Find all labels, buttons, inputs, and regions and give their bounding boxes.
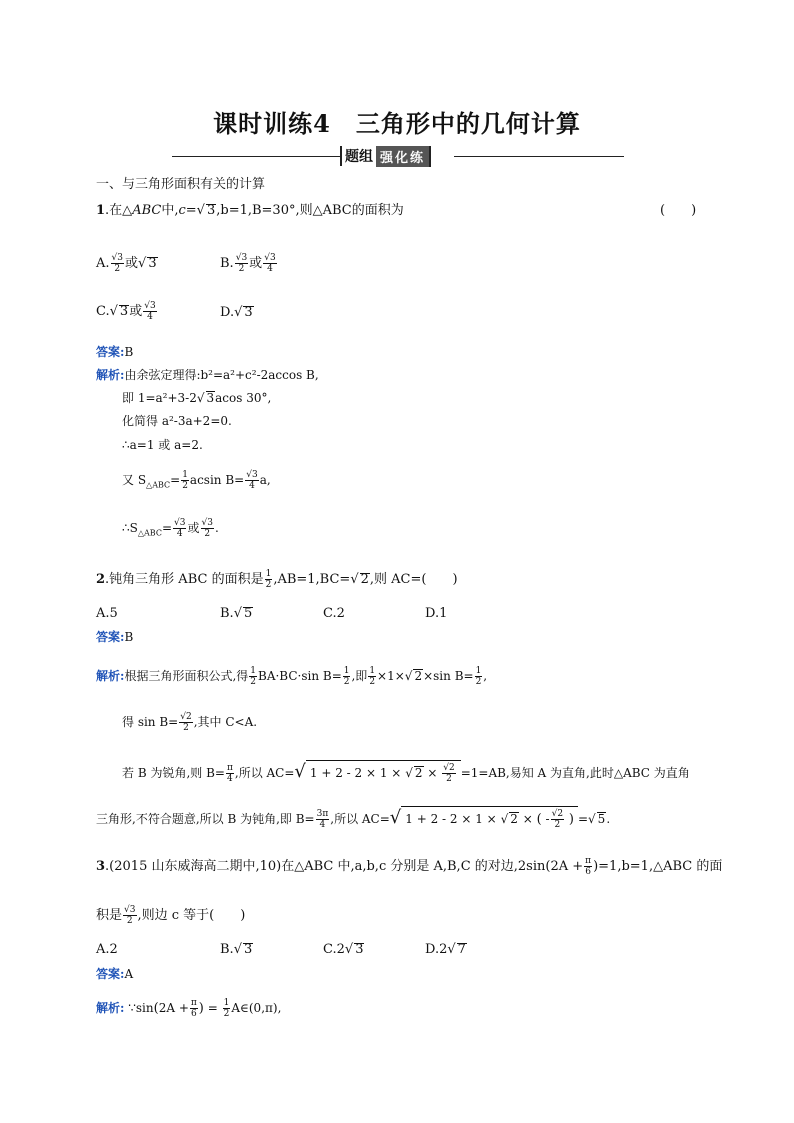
fraction: $\frac{1}{2}$	[475, 666, 482, 687]
solution-2-line-2: 得 sin B= $\frac{√2}{2}$ ,其中 C<A.	[122, 712, 258, 733]
question-number: 2	[96, 572, 106, 587]
radical: 1 + 2 - 2 × 1 × √ 2 × $\frac{√2}{2}$	[306, 760, 461, 784]
option-c: C.2√ 3	[323, 942, 364, 957]
radical: 1 + 2 - 2 × 1 × √ 2 × ( - $\frac{√2}{2}$ )	[401, 806, 578, 830]
fraction: $\frac{1}{2}$	[343, 666, 350, 687]
fraction: $\frac{3\pi}{4}$	[316, 809, 329, 830]
option-c: C.√ 3或 $\frac{√3}{4}$	[96, 301, 156, 322]
section-heading: 一、与三角形面积有关的计算	[96, 177, 266, 192]
section-band	[340, 146, 431, 166]
question-1: 1.在△ABC中,c=√ 3,b=1,B=30°,则△ABC的面积为	[96, 203, 404, 218]
fraction: $\frac{√2}{2}$	[443, 763, 455, 784]
option-a: A.2	[96, 942, 118, 957]
question-number: 1	[96, 203, 106, 218]
band-left-label: 题组	[340, 146, 376, 166]
solution-2-line-4: 三角形,不符合题意,所以 B 为钝角,即 B= $\frac{3\pi}{4}$ ,所以 AC=√ 1 + 2 - 2 × 1 × √ 2 × ( - $\frac{√2}{2}$ ) =√ 5.	[96, 807, 611, 830]
option-d: D.1	[425, 606, 448, 621]
answer-paren: ( )	[660, 203, 697, 218]
question-3: 3.(2015 山东威海高二期中,10)在△ABC 中,a,b,c 分别是 A,B,C 的对边,2sin(2A + $\frac{\pi}{6}$ )=1,b=1,△ABC 的面	[96, 856, 723, 877]
answer-1: 答案:B	[96, 345, 134, 359]
fraction: $\frac{√2}{2}$	[551, 809, 564, 830]
question-number: 3	[96, 859, 106, 874]
solution-1-line-6: $\therefore S_{\triangle ABC}=$ $\frac{√3}{4}$ 或 $\frac{√3}{2}$ .	[122, 518, 219, 539]
fraction: $\frac{\pi}{6}$	[190, 998, 197, 1019]
fraction: $\frac{1}{2}$	[223, 998, 230, 1019]
fraction: $\frac{√3}{4}$	[264, 253, 276, 274]
option-a: A.5	[96, 606, 118, 621]
fraction: $\frac{1}{2}$	[250, 666, 256, 687]
fraction: $\frac{√3}{4}$	[144, 301, 156, 322]
solution-1-line-4: ∴a=1 或 a=2.	[122, 438, 203, 452]
solution-2-line-3: 若 B 为锐角,则 B= $\frac{\pi}{4}$ ,所以 AC=√ 1 + 2 - 2 × 1 × √ 2 × $\frac{√2}{2}$ =1=AB,易知 A 为直角,此时△ABC 为直角	[122, 761, 690, 784]
solution-1-line-1: 解析:由余弦定理得:b²=a²+c²-2accos B,	[96, 368, 319, 382]
question-2: 2.钝角三角形 ABC 的面积是 $\frac{1}{2}$ ,AB=1,BC=√ 2,则 AC=( )	[96, 569, 458, 590]
question-3-line-2: 积是 $\frac{√3}{2}$ ,则边 c 等于( )	[96, 905, 246, 926]
fraction: $\frac{√2}{2}$	[180, 712, 192, 733]
option-c: C.2	[323, 606, 345, 621]
solution-1-line-5: 又 $S_{\triangle ABC}=$ $\frac{1}{2}$ acsin B= $\frac{√3}{4}$ a,	[122, 470, 271, 491]
answer-3: 答案:A	[96, 967, 134, 981]
band-right-label: 强化练	[376, 146, 431, 167]
fraction: $\frac{1}{2}$	[265, 569, 272, 590]
divider-right	[454, 156, 624, 157]
solution-1-line-2: 即 1=a²+3-2√ 3acos 30°,	[122, 391, 272, 405]
answer-2: 答案:B	[96, 630, 134, 644]
solution-2-line-1: 解析:根据三角形面积公式,得 $\frac{1}{2}$ BA·BC·sin B= $\frac{1}{2}$ ,即 $\frac{1}{2}$ ×1×√ 2×sin B= $\frac{1}{2}$ ,	[96, 666, 488, 687]
solution-3-line-1: 解析: ∵sin(2A + $\frac{\pi}{6}$ ) = $\frac{1}{2}$ A∈(0,π),	[96, 998, 282, 1019]
fraction: $\frac{1}{2}$	[369, 666, 376, 687]
option-b: B. $\frac{√3}{2}$ 或 $\frac{√3}{4}$	[220, 253, 276, 274]
fraction: $\frac{\pi}{6}$	[585, 856, 592, 877]
option-b: B.√ 5	[220, 606, 253, 621]
divider-left	[172, 156, 340, 157]
fraction: $\frac{√3}{2}$	[235, 253, 248, 274]
option-b: B.√ 3	[220, 942, 253, 957]
fraction: $\frac{1}{2}$	[182, 470, 188, 491]
fraction: $\frac{√3}{4}$	[246, 470, 258, 491]
fraction: $\frac{\pi}{4}$	[226, 763, 233, 784]
fraction: $\frac{√3}{2}$	[124, 905, 136, 926]
fraction: $\frac{√3}{4}$	[174, 518, 186, 539]
option-d: D.√ 3	[220, 305, 253, 320]
option-d: D.2√ 7	[425, 942, 466, 957]
fraction: $\frac{√3}{2}$	[111, 253, 124, 274]
fraction: $\frac{√3}{2}$	[201, 518, 213, 539]
solution-1-line-3: 化简得 a²-3a+2=0.	[122, 414, 232, 428]
option-a: A. $\frac{√3}{2}$ 或√ 3	[96, 253, 157, 274]
page-title: 课时训练4 三角形中的几何计算	[213, 109, 581, 138]
